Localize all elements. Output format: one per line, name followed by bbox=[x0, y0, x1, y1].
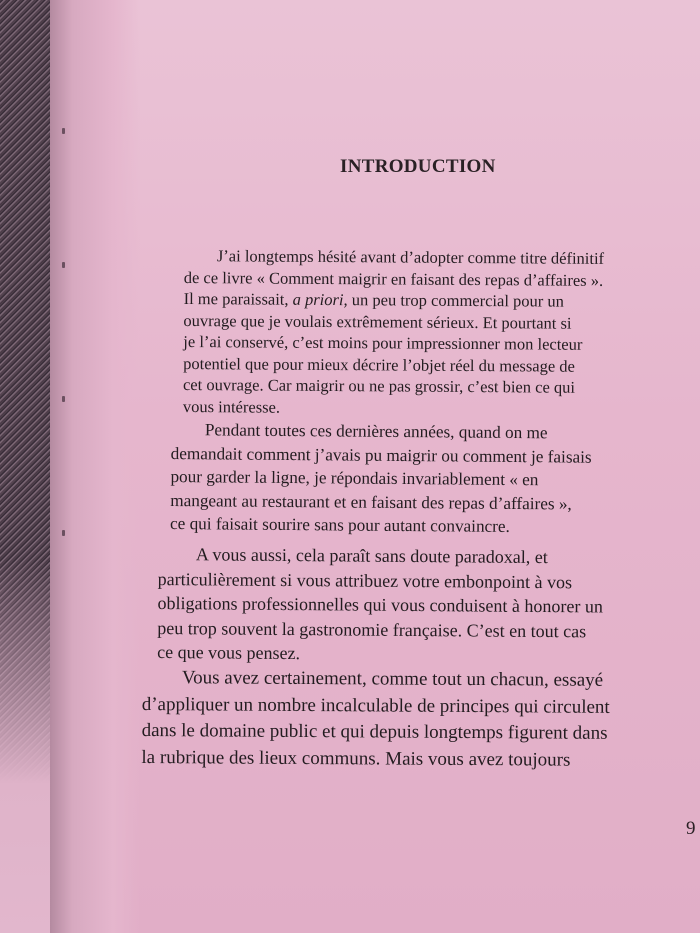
binding-stitch bbox=[62, 530, 65, 536]
text-line: mangeant au restaurant et en faisant des repas d’affaires », bbox=[170, 490, 572, 514]
text-line: pour garder la ligne, je répondais invariablement « en bbox=[170, 466, 539, 490]
text-line: obligations professionnelles qui vous conduisent à honorer un bbox=[157, 593, 604, 617]
page-number: 9 bbox=[686, 818, 696, 839]
paragraph-2 bbox=[170, 418, 641, 540]
text-line: Il me paraissait, a priori, un peu trop commercial pour un bbox=[183, 288, 565, 311]
text-line: je l’ai conservé, c’est moins pour impressionner mon lecteur bbox=[183, 331, 583, 354]
text-line: dans le domaine public et qui depuis longtemps figurent dans bbox=[141, 719, 608, 744]
text-line: potentiel que pour mieux décrire l’objet réel du message de bbox=[183, 353, 575, 376]
text-line: la rubrique des lieux communs. Mais vous avez toujours bbox=[141, 746, 571, 771]
binding-stitch bbox=[62, 262, 65, 268]
facing-page-illustration bbox=[0, 0, 51, 933]
text-line: Pendant toutes ces dernières années, quand on me bbox=[204, 420, 548, 443]
text-line: J’ai longtemps hésité avant d’adopter comme titre définitif bbox=[216, 246, 605, 268]
text-line: peu trop souvent la gastronomie française. C’est en tout cas bbox=[157, 617, 587, 642]
book-gutter bbox=[50, 0, 140, 933]
paragraph-3 bbox=[157, 542, 642, 669]
text-line: demandait comment j’avais pu maigrir ou comment je faisais bbox=[170, 443, 592, 467]
paragraph-1 bbox=[183, 245, 632, 420]
text-line: ouvrage que je voulais extrêmement sérieux. Et pourtant si bbox=[183, 310, 572, 333]
text-line: ce que vous pensez. bbox=[157, 642, 301, 664]
chapter-title: INTRODUCTION bbox=[340, 156, 496, 177]
text-line: de ce livre « Comment maigrir en faisant des repas d’affaires ». bbox=[183, 267, 604, 290]
text-line: ce qui faisait sourire sans pour autant convaincre. bbox=[169, 513, 510, 536]
text-line: vous intéresse. bbox=[182, 396, 281, 417]
text-line: particulièrement si vous attribuez votre embonpoint à vos bbox=[157, 568, 573, 592]
binding-stitch bbox=[62, 396, 65, 402]
text-line: Vous avez certainement, comme tout un chacun, essayé bbox=[181, 667, 604, 691]
text-line: A vous aussi, cela paraît sans doute paradoxal, et bbox=[195, 544, 548, 568]
text-line: d’appliquer un nombre incalculable de principes qui circulent bbox=[141, 693, 610, 718]
text-line: cet ouvrage. Car maigrir ou ne pas grossir, c’est bien ce qui bbox=[182, 374, 576, 397]
paragraph-4 bbox=[141, 665, 652, 774]
binding-stitch bbox=[62, 128, 65, 134]
